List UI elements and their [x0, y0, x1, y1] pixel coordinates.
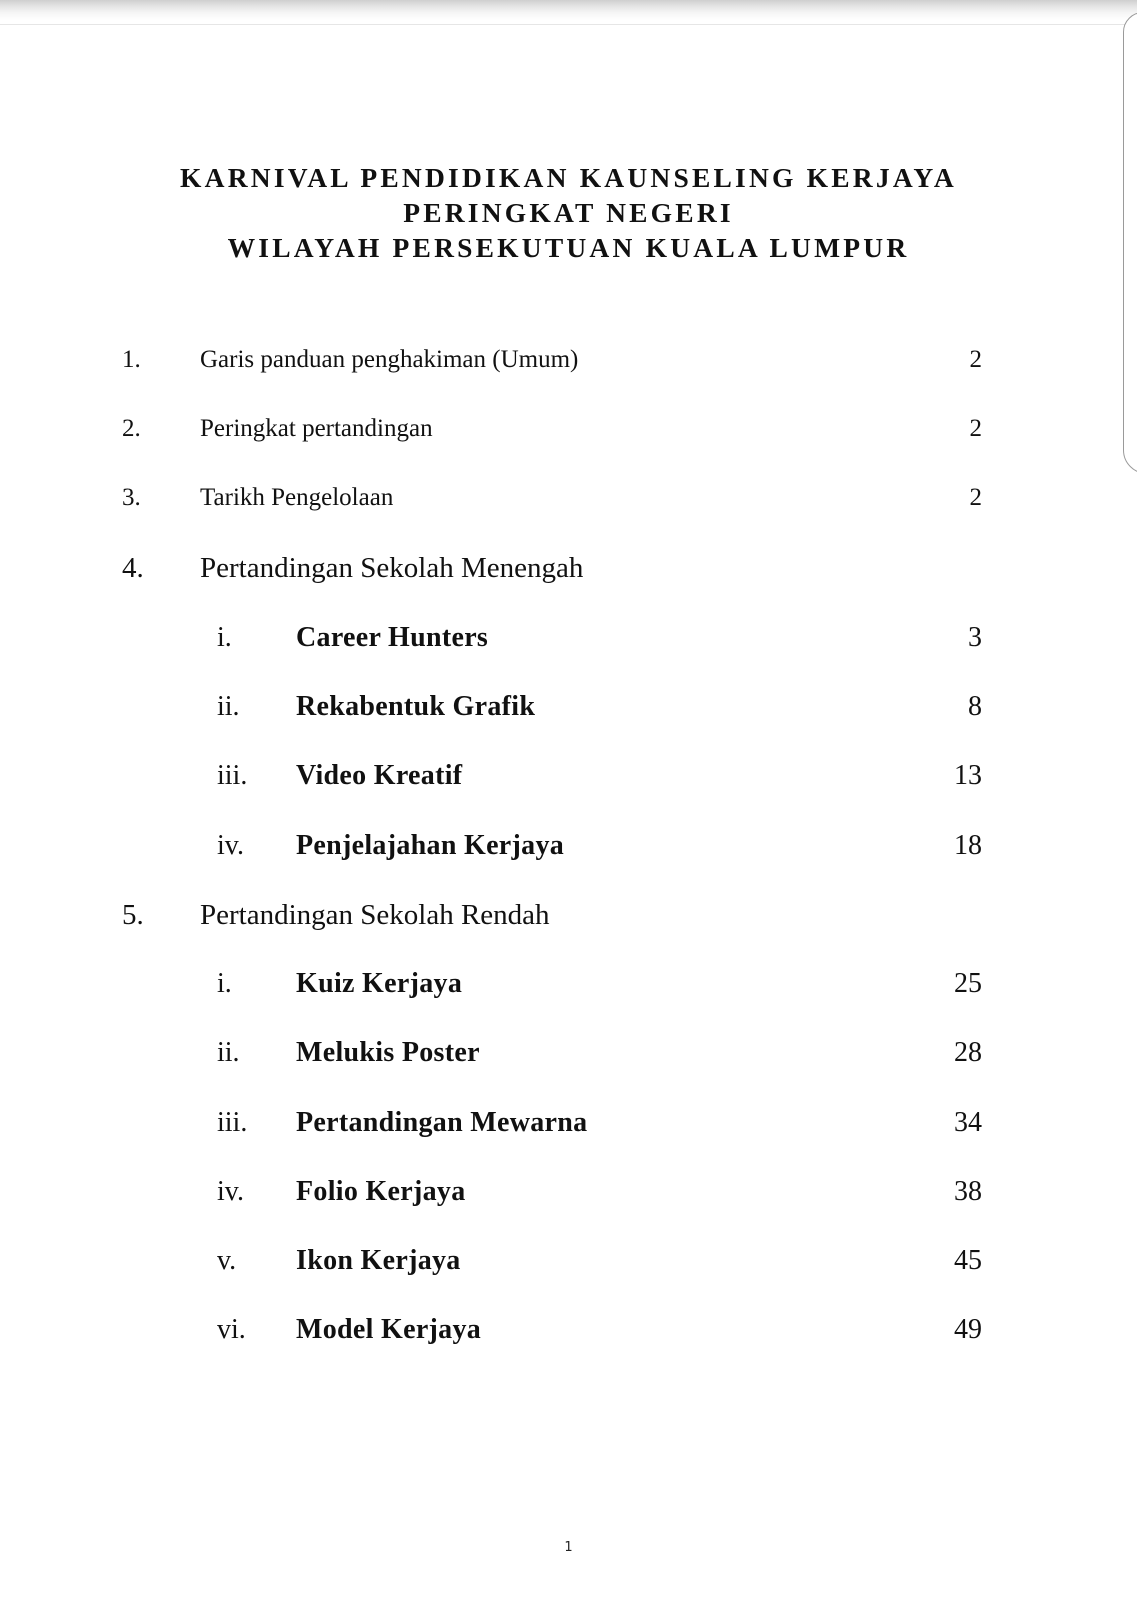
toc-subentry-number: iii. [217, 1107, 248, 1138]
toc-subentry-number: v. [217, 1245, 237, 1276]
toc-subentry [0, 1033, 1137, 1073]
toc-section-label: Pertandingan Sekolah Rendah [200, 899, 550, 931]
toc-subentry [0, 618, 1137, 658]
toc-section-label: Pertandingan Sekolah Menengah [200, 552, 584, 584]
toc-subentry-page: 49 [954, 1314, 982, 1345]
toc-subentry-number: iii. [217, 760, 248, 791]
toc-subentry-label: Model Kerjaya [296, 1314, 482, 1345]
toc-subentry-page: 13 [954, 760, 982, 791]
toc-subentry [0, 1241, 1137, 1281]
toc-subentry-label: Pertandingan Mewarna [296, 1107, 588, 1138]
toc-subentry-number: iv. [217, 830, 244, 861]
toc-section [0, 548, 1137, 588]
toc-subentry-number: vi. [217, 1314, 246, 1345]
toc-subentry-label: Rekabentuk Grafik [296, 691, 536, 722]
toc-subentry [0, 687, 1137, 727]
title-line-1: KARNIVAL PENDIDIKAN KAUNSELING KERJAYA [180, 162, 957, 193]
toc-subentry-number: i. [217, 968, 232, 999]
toc-entry-number: 1. [122, 346, 141, 373]
document-title [0, 160, 1137, 265]
toc-entry-number: 2. [122, 415, 141, 442]
toc-subentry-page: 3 [968, 622, 982, 653]
toc-subentry-number: i. [217, 622, 232, 653]
toc-subentry-label: Career Hunters [296, 622, 489, 653]
toc-subentry-number: ii. [217, 1037, 240, 1068]
toc-subentry-number: ii. [217, 691, 240, 722]
toc-subentry-page: 18 [954, 830, 982, 861]
toc-subentry-label: Folio Kerjaya [296, 1176, 466, 1207]
viewer-top-bar [0, 0, 1137, 25]
toc-subentry-page: 25 [954, 968, 982, 999]
title-line-3: WILAYAH PERSEKUTUAN KUALA LUMPUR [227, 232, 910, 263]
toc-entry-page: 2 [969, 484, 982, 511]
toc-entry-page: 2 [969, 415, 982, 442]
toc-subentry [0, 1103, 1137, 1143]
toc-subentry-label: Kuiz Kerjaya [296, 968, 463, 999]
toc-entry [0, 340, 1137, 380]
toc-subentry-label: Ikon Kerjaya [296, 1245, 461, 1276]
toc-section-number: 4. [122, 552, 144, 584]
toc-subentry-label: Penjelajahan Kerjaya [296, 830, 565, 861]
toc-subentry-label: Video Kreatif [296, 760, 463, 791]
toc-entry-label: Garis panduan penghakiman (Umum) [200, 346, 579, 373]
toc-entry-label: Peringkat pertandingan [200, 415, 433, 442]
toc-subentry [0, 1310, 1137, 1350]
toc-entry-number: 3. [122, 484, 141, 511]
toc-subentry [0, 964, 1137, 1004]
toc-subentry-page: 38 [954, 1176, 982, 1207]
toc-section [0, 895, 1137, 935]
toc-subentry [0, 826, 1137, 866]
toc-entry-label: Tarikh Pengelolaan [200, 484, 394, 511]
toc-entry [0, 409, 1137, 449]
toc-subentry-page: 8 [968, 691, 982, 722]
toc-subentry-page: 45 [954, 1245, 982, 1276]
toc-section-number: 5. [122, 899, 144, 931]
toc-entry-page: 2 [969, 346, 982, 373]
toc-subentry-page: 28 [954, 1037, 982, 1068]
toc-subentry [0, 756, 1137, 796]
toc-subentry-page: 34 [954, 1107, 982, 1138]
toc-entry [0, 478, 1137, 518]
toc-subentry [0, 1172, 1137, 1212]
toc-subentry-number: iv. [217, 1176, 244, 1207]
toc-subentry-label: Melukis Poster [296, 1037, 480, 1068]
footer-page-number: 1 [564, 1540, 573, 1555]
title-line-2: PERINGKAT NEGERI [403, 197, 734, 228]
